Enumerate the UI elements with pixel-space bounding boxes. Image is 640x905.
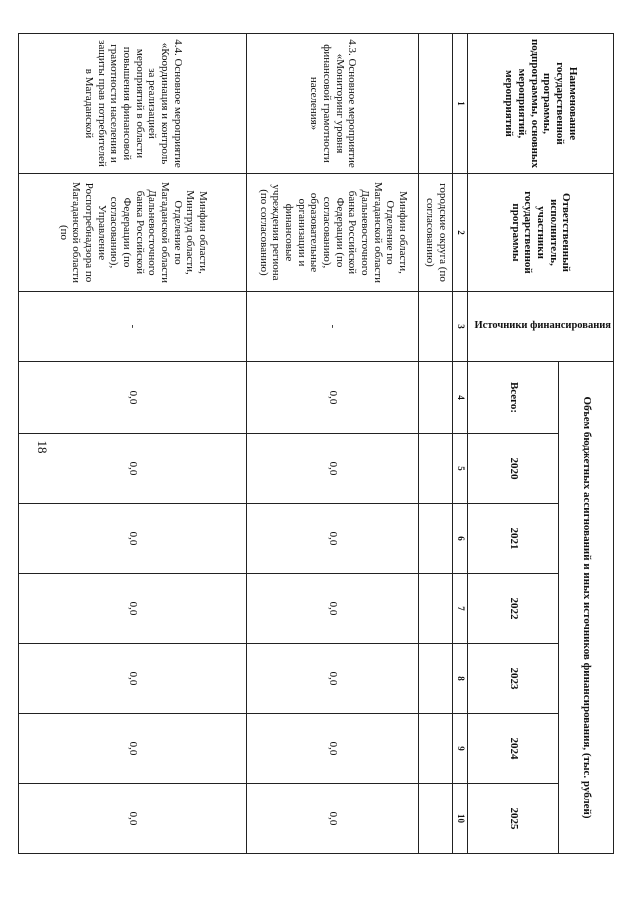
budget-table-container	[54, 33, 614, 853]
row-value	[419, 362, 453, 434]
row-value	[419, 784, 453, 854]
row-source: -	[19, 292, 247, 362]
column-number: 3	[453, 292, 468, 362]
row-source	[419, 292, 453, 362]
row-executor: Минфин области, Отделение по Магаданской области Дальневосточного банка Российской Федерации (по согласованию), образовательные организации и финансовые учреждения региона (по согласованию)	[247, 174, 419, 292]
row-value: 0,0	[19, 504, 247, 574]
header-executor: Ответственный исполнитель, участники государственной программы	[468, 174, 614, 292]
header-year: 2025	[468, 784, 559, 854]
header-year: 2022	[468, 574, 559, 644]
header-year: 2021	[468, 504, 559, 574]
budget-table	[18, 33, 614, 854]
header-row-group	[559, 34, 614, 854]
row-value	[419, 644, 453, 714]
table-row	[247, 34, 419, 854]
row-value: 0,0	[19, 434, 247, 504]
header-source	[468, 292, 614, 362]
row-value: 0,0	[247, 362, 419, 434]
row-value	[419, 434, 453, 504]
row-value: 0,0	[19, 574, 247, 644]
row-value	[419, 574, 453, 644]
table-row	[19, 34, 247, 854]
row-name: 4.4. Основное мероприятие «Координация и контроль за реализацией мероприятий в области повышения финансовой грамотности населения и защиты прав потребителей в Магаданской	[19, 34, 247, 174]
row-value: 0,0	[19, 644, 247, 714]
row-value: 0,0	[247, 644, 419, 714]
rotated-table-frame	[54, 33, 614, 853]
row-value: 0,0	[247, 784, 419, 854]
row-value: 0,0	[19, 362, 247, 434]
column-number: 1	[453, 34, 468, 174]
header-source-text: Источники финансирования	[474, 320, 611, 332]
page-number: 18	[35, 440, 50, 454]
column-number-row	[453, 34, 468, 854]
row-name: 4.3. Основное мероприятие «Мониторинг уровня финансовой грамотности населения»	[247, 34, 419, 174]
header-year: 2020	[468, 434, 559, 504]
column-number: 10	[453, 784, 468, 854]
header-funding-group: Объем бюджетных ассигнований и иных источников финансирования, (тыс. рублей)	[559, 362, 614, 854]
row-executor: Минфин области, Минтруд области, Отделение по Магаданской области Дальневосточного банка Российской Федерации (по согласованию), Управление Роспотребнадзора по Магаданской области (по	[19, 174, 247, 292]
row-name	[419, 34, 453, 174]
row-value: 0,0	[247, 434, 419, 504]
column-number: 9	[453, 714, 468, 784]
row-value: 0,0	[19, 784, 247, 854]
row-executor: городские округа (по согласованию)	[419, 174, 453, 292]
column-number: 5	[453, 434, 468, 504]
column-number: 6	[453, 504, 468, 574]
header-year: 2024	[468, 714, 559, 784]
row-value	[419, 714, 453, 784]
column-number: 2	[453, 174, 468, 292]
row-value: 0,0	[247, 574, 419, 644]
row-source: -	[247, 292, 419, 362]
header-year: 2023	[468, 644, 559, 714]
row-value: 0,0	[247, 714, 419, 784]
row-value: 0,0	[19, 714, 247, 784]
column-number: 4	[453, 362, 468, 434]
table-row	[419, 34, 453, 854]
row-value	[419, 504, 453, 574]
column-number: 8	[453, 644, 468, 714]
header-total: Всего:	[468, 362, 559, 434]
header-name: Наименование государственной программы, подпрограммы, основных мероприятий, мероприятий	[468, 34, 614, 174]
column-number: 7	[453, 574, 468, 644]
row-value: 0,0	[247, 504, 419, 574]
